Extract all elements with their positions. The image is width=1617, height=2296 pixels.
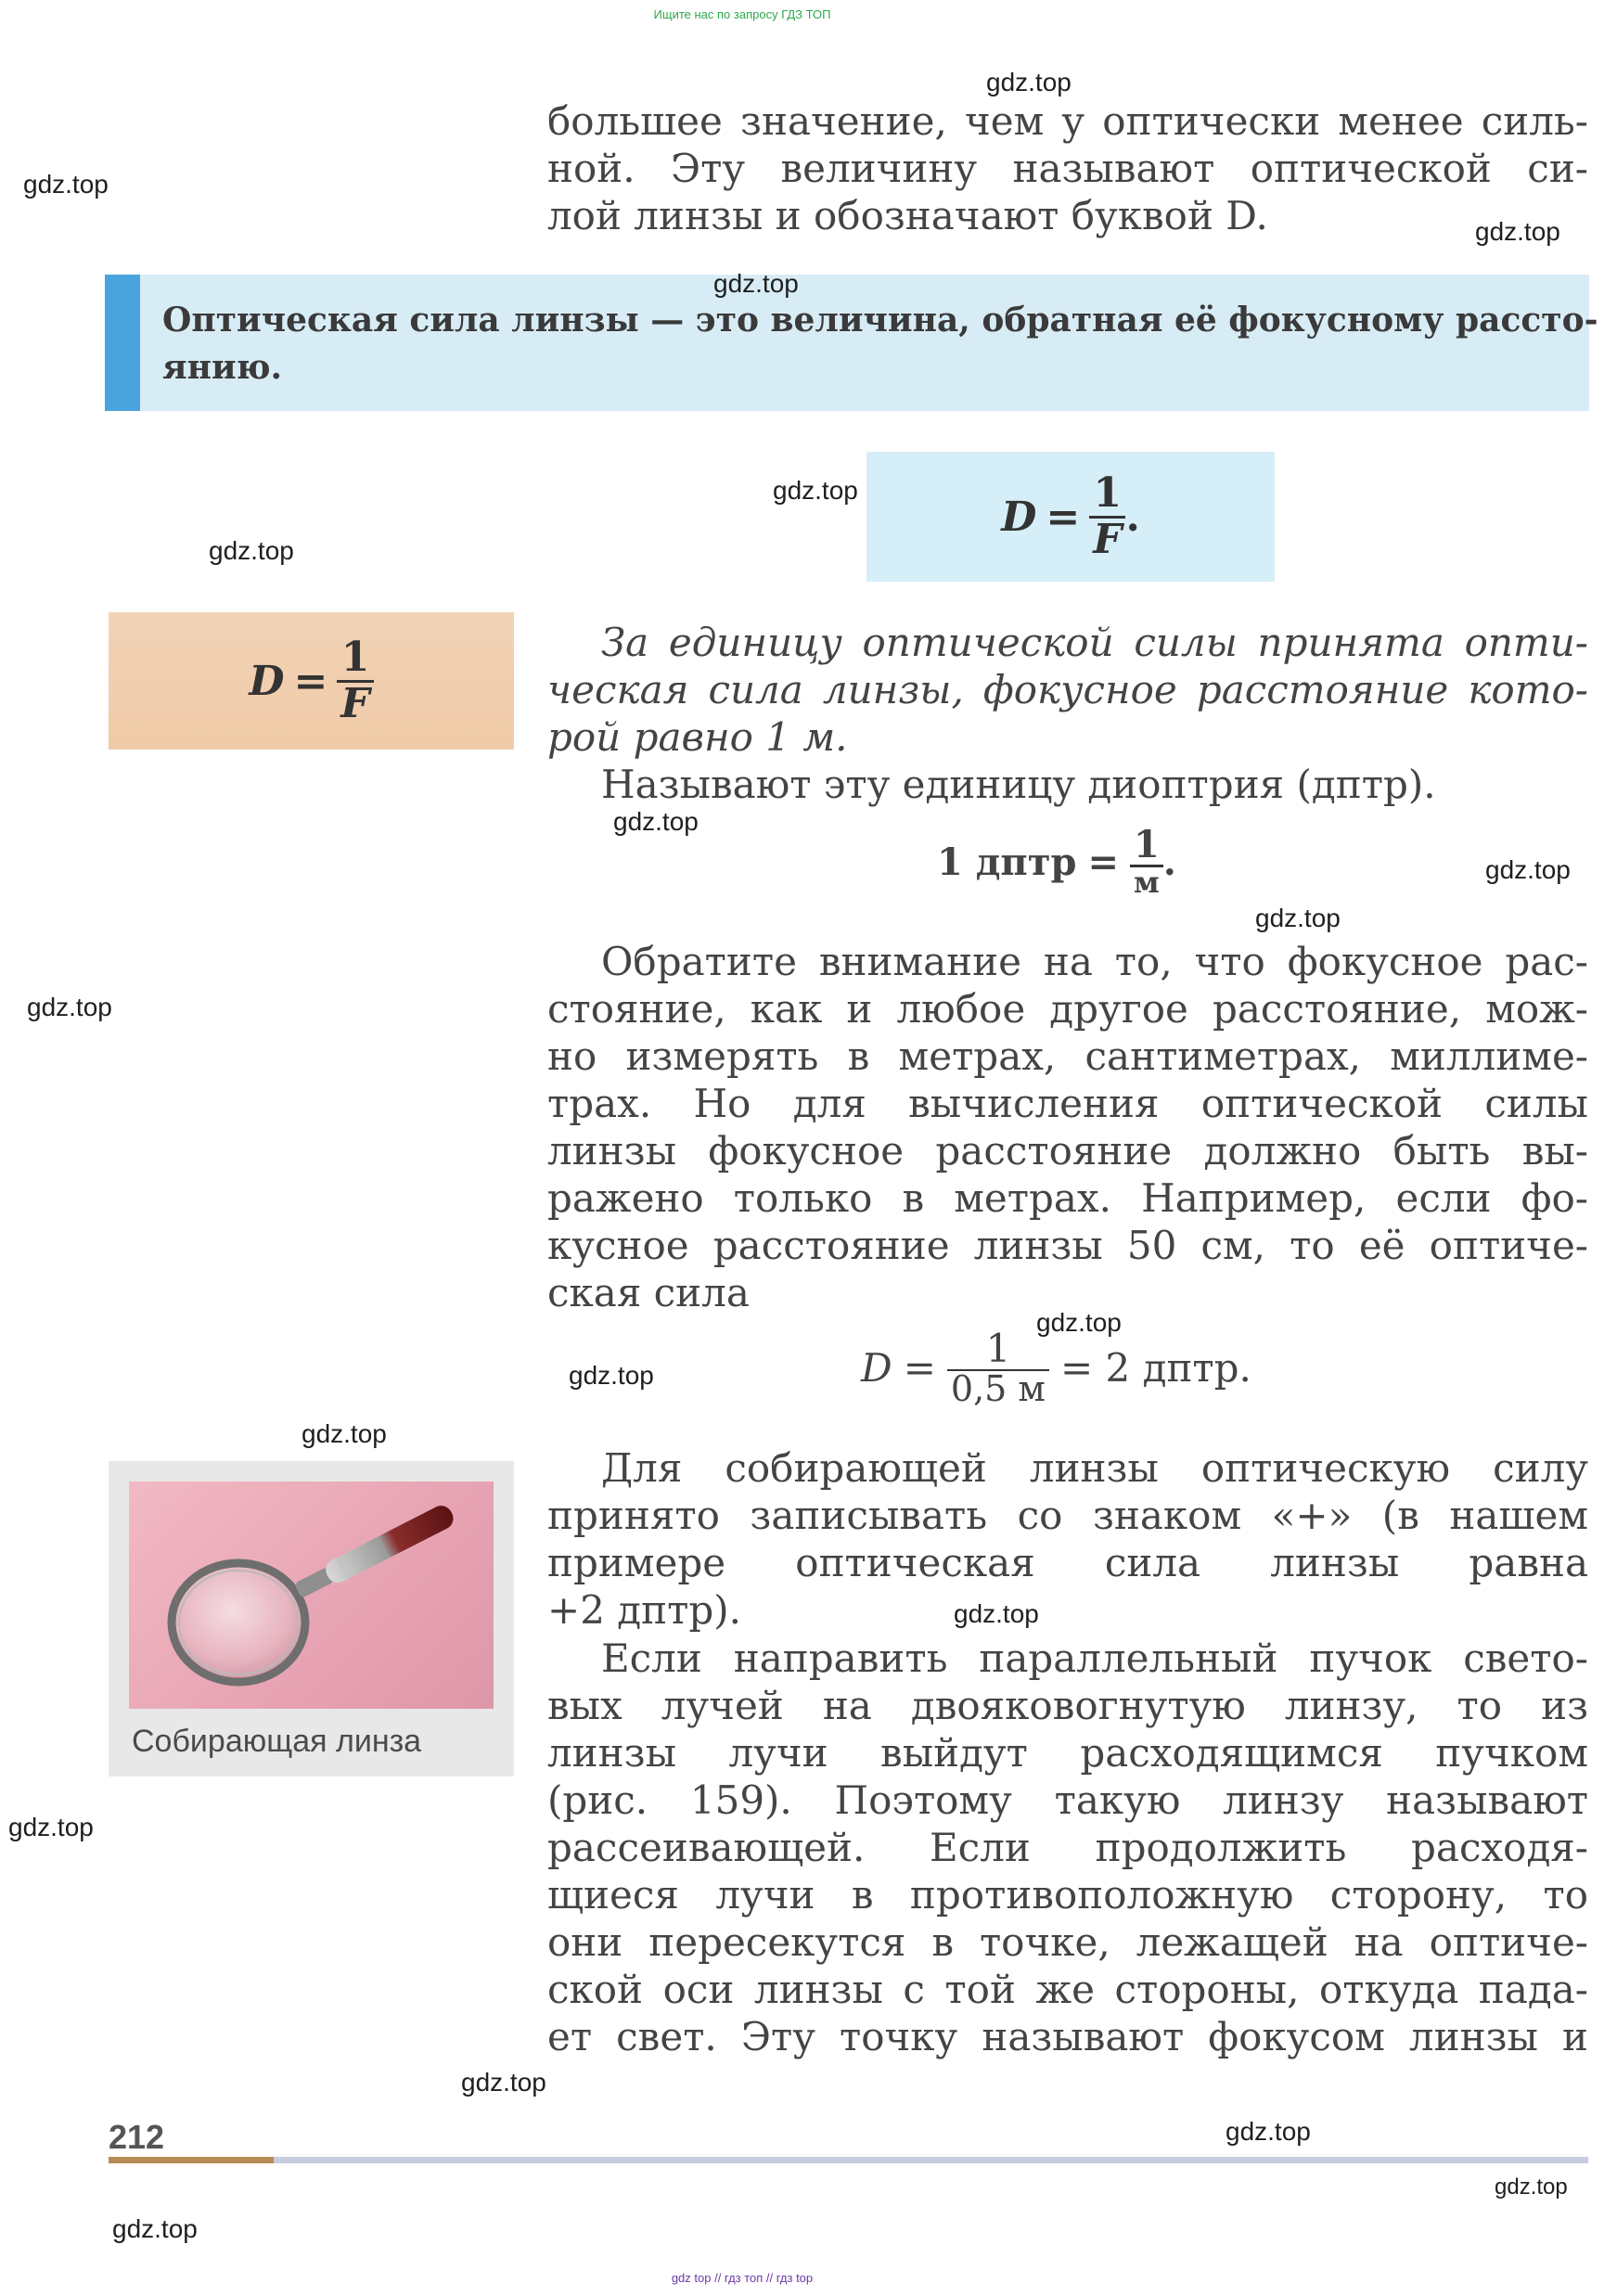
unit-formula-equals: = [1087, 840, 1119, 884]
intro-line-1: большее значение, чем у оптически менее силь- [547, 98, 1588, 144]
main-formula-lhs: D [1001, 493, 1037, 541]
watermark-7[interactable]: gdz.top [613, 807, 699, 836]
main-formula-equals: = [1046, 493, 1081, 541]
watermark-12[interactable]: gdz.top [569, 1361, 654, 1390]
diverging-line-8: ской оси линзы с той же стороны, откуда пада- [547, 1967, 1588, 2012]
main-formula-box [866, 452, 1275, 582]
watermark-6[interactable]: gdz.top [209, 536, 294, 565]
definition-line-1: Оптическая сила линзы — это величина, обратная её фокусному рассто- [162, 301, 1598, 340]
watermark-9[interactable]: gdz.top [1255, 904, 1341, 932]
watermark-16[interactable]: gdz.top [461, 2068, 546, 2097]
converging-line-2: принято записывать со знаком «+» (в нашем [547, 1493, 1588, 1538]
watermark-3[interactable]: gdz.top [1475, 217, 1560, 246]
note-line-6: ражено только в метрах. Например, если фо- [547, 1175, 1588, 1221]
unit-paragraph [547, 619, 1588, 808]
watermark-19[interactable]: gdz.top [112, 2214, 198, 2243]
watermark-10[interactable]: gdz.top [27, 993, 112, 1021]
magnifying-glass-icon [129, 1481, 494, 1709]
example-formula-denominator: 0,5 м [947, 1369, 1049, 1408]
diverging-line-3: линзы лучи выйдут расходящимся пучком [547, 1730, 1588, 1776]
unit-line-1: За единицу оптической силы принята опти- [601, 620, 1588, 665]
diverging-line-9: ет свет. Эту точку называют фокусом линзы и [547, 2014, 1588, 2059]
watermark-2[interactable]: gdz.top [23, 170, 109, 199]
watermark-5[interactable]: gdz.top [773, 476, 858, 505]
bottom-banner[interactable]: gdz top // гдз топ // гдз top [671, 2271, 814, 2285]
converging-line-1: Для собирающей линзы оптическую силу [601, 1445, 1588, 1491]
note-line-2: стояние, как и любое другое расстояние, мож- [547, 986, 1588, 1032]
unit-line-3: рой равно 1 м. [547, 714, 848, 760]
side-formula-equals: = [293, 657, 328, 705]
main-formula-tail: . [1125, 493, 1140, 541]
top-banner[interactable]: Ищите нас по запросу ГДЗ ТОП [653, 7, 831, 21]
converging-paragraph [547, 1444, 1588, 1634]
note-line-4: трах. Но для вычисления оптической силы [547, 1081, 1588, 1126]
side-formula-lhs: D [249, 657, 285, 705]
diverging-line-1: Если направить параллельный пучок свето- [601, 1635, 1588, 1681]
lens-photo-figure [109, 1461, 514, 1777]
diverging-line-5: рассеивающей. Если продолжить расходя- [547, 1825, 1588, 1870]
photo-caption: Собирающая линза [132, 1724, 422, 1759]
footer-rule [109, 2157, 1588, 2163]
watermark-1[interactable]: gdz.top [986, 68, 1072, 96]
example-formula-equals: = [903, 1345, 936, 1392]
intro-paragraph [547, 97, 1588, 239]
example-formula-numerator: 1 [985, 1326, 1011, 1371]
note-line-7: кусное расстояние линзы 50 см, то её оптиче- [547, 1223, 1588, 1268]
watermark-17[interactable]: gdz.top [1226, 2117, 1311, 2146]
diverging-line-2: вых лучей на двояковогнутую линзу, то из [547, 1683, 1588, 1728]
magnifying-glass-photo [129, 1481, 494, 1709]
example-formula-lhs: D [861, 1345, 892, 1392]
unit-formula [937, 823, 1176, 900]
unit-formula-lhs: 1 дптр [937, 840, 1077, 884]
definition-accent-bar [105, 275, 140, 411]
diverging-line-7: они пересекутся в точке, лежащей на оптиче- [547, 1919, 1588, 1965]
definition-block [105, 275, 1598, 411]
diverging-paragraph [547, 1635, 1588, 2060]
unit-line-2: ческая сила линзы, фокусное расстояние кото- [547, 667, 1588, 712]
watermark-14[interactable]: gdz.top [954, 1599, 1039, 1628]
side-formula-numerator: 1 [340, 634, 370, 682]
watermark-15[interactable]: gdz.top [8, 1813, 94, 1841]
converging-line-4: +2 дптр). [547, 1587, 741, 1633]
unit-formula-denominator: м [1130, 865, 1163, 899]
note-paragraph [547, 938, 1588, 1316]
footer-rule-accent [109, 2157, 274, 2163]
watermark-13[interactable]: gdz.top [302, 1419, 387, 1448]
example-formula-fraction [947, 1328, 1049, 1408]
note-line-5: линзы фокусное расстояние должно быть вы- [547, 1128, 1588, 1174]
note-line-1: Обратите внимание на то, что фокусное рас- [601, 939, 1588, 984]
unit-formula-tail: . [1162, 840, 1176, 884]
main-formula-denominator: F [1089, 516, 1125, 561]
definition-text [162, 297, 1598, 391]
main-formula-fraction [1089, 469, 1125, 563]
watermark-4[interactable]: gdz.top [713, 269, 799, 298]
watermark-11[interactable]: gdz.top [1036, 1308, 1122, 1337]
diverging-line-4: (рис. 159). Поэтому такую линзу называют [547, 1777, 1588, 1823]
unit-formula-fraction [1130, 823, 1163, 900]
example-formula-tail: = 2 дптр. [1059, 1345, 1251, 1392]
intro-line-3: лой линзы и обозначают буквой D. [547, 193, 1268, 238]
converging-line-3: примере оптическая сила линзы равна [547, 1540, 1588, 1585]
note-line-3: но измерять в метрах, сантиметрах, миллиме- [547, 1033, 1588, 1079]
definition-line-2: янию. [162, 348, 283, 387]
note-line-8: ская сила [547, 1270, 750, 1315]
unit-name-line: Называют эту единицу диоптрия (дптр). [601, 762, 1436, 807]
main-formula-numerator: 1 [1093, 469, 1123, 518]
watermark-8[interactable]: gdz.top [1485, 855, 1571, 884]
intro-line-2: ной. Эту величину называют оптической си- [547, 146, 1588, 191]
side-formula-denominator: F [337, 680, 373, 725]
unit-formula-numerator: 1 [1133, 823, 1160, 866]
side-formula-fraction [337, 636, 373, 725]
side-formula-box [109, 612, 514, 750]
watermark-18[interactable]: gdz.top [1495, 2174, 1568, 2200]
diverging-line-6: щиеся лучи в противоположную сторону, то [547, 1872, 1588, 1918]
page-number: 212 [109, 2118, 165, 2156]
example-formula [861, 1328, 1251, 1408]
